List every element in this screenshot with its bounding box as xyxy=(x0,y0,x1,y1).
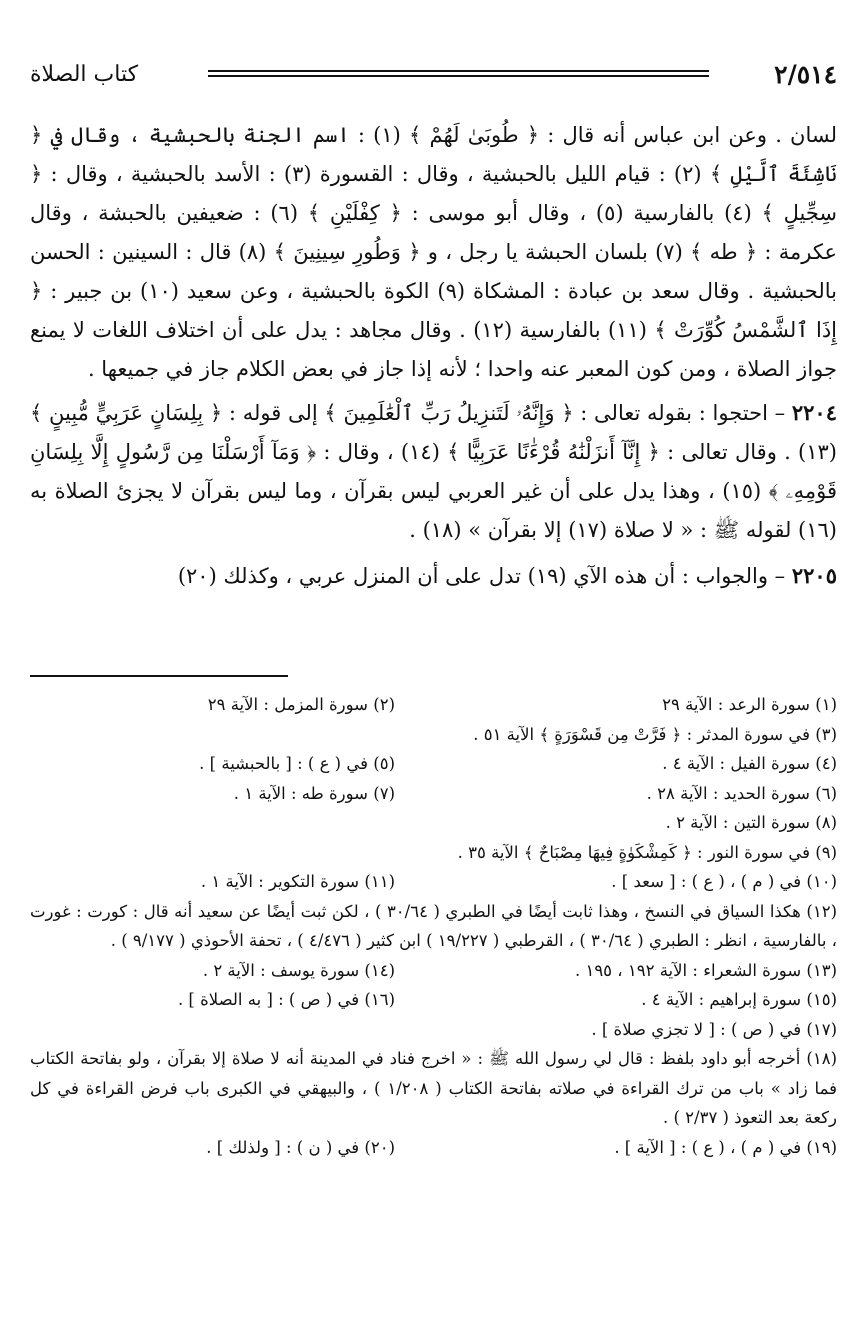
footnote-row xyxy=(30,779,837,809)
paragraph-2205-text: – والجواب : أن هذه الآي (١٩) تدل على أن المنزل عربي ، وكذلك (٢٠) xyxy=(177,564,786,588)
page-header xyxy=(30,58,837,92)
footnote-18: (١٨) أخرجه أبو داود بلفظ : قال لي رسول الله ﷺ : « اخرج فناد في المدينة أنه لا صلاة إلا بقرآن ، ولو بفاتحة الكتاب فما زاد » باب من ترك القراءة في صلاته بفاتحة الكتاب ( ١/٢٠٨ ) ، والبيهقي في الكبرى باب فرض القراءة في كل ركعة بعد التعوذ ( ٢/٣٧ ) . xyxy=(30,1049,837,1127)
footnote-17: (١٧) في ( ص ) : [ لا تجزي صلاة ] . xyxy=(591,1019,837,1039)
footnote-8: (٨) سورة التين : الآية ٢ . xyxy=(665,813,837,832)
footnotes xyxy=(30,690,837,1162)
footnote-20: (٢٠) في ( ن ) : [ ولذلك ] . xyxy=(206,1137,395,1157)
footnote-12: (١٢) هكذا السياق في النسخ ، وهذا ثابت أيضًا في الطبري ( ٣٠/٦٤ ) ، لكن ثبت أيضًا عن سعيد أنه قال : كورت : غورت ، بالفارسية ، انظر : الطبري ( ٣٠/٦٤ ) ، القرطبي ( ١٩/٢٢٧ ) ابن كثير ( ٤/٤٧٦ ) ، تحفة الأحوذي ( ٩/١٧٧ ) . xyxy=(30,901,838,950)
footnote-13: (١٣) سورة الشعراء : الآية ١٩٢ ، ١٩٥ . xyxy=(574,960,837,980)
footnote-row xyxy=(30,749,837,779)
footnote-2: (٢) سورة المزمل : الآية ٢٩ xyxy=(207,695,395,714)
footnote-row xyxy=(30,690,837,720)
footnote-4: (٤) سورة الفيل : الآية ٤ . xyxy=(662,754,837,773)
footnote-3: (٣) في سورة المدثر : ﴿ فَرَّتْ مِن قَسْوَرَةٍ ﴾ الآية ٥١ . xyxy=(473,724,837,744)
footnote-1: (١) سورة الرعد : الآية ٢٩ xyxy=(662,695,837,714)
paragraph-1: لسان . وعن ابن عباس أنه قال : ﴿ طُوبَىٰ لَهُمْ ﴾ (١) : اسم الجنة بالحبشية ، وقال في ﴿ نَاشِئَةَ ٱلَّيْلِ ﴾ (٢) : قيام الليل بالحبشية ، وقال : القسورة (٣) : الأسد بالحبشية ، وقال : ﴿ سِجِّيلٍ ﴾ (٤) بالفارسية (٥) ، وقال أبو موسى : ﴿ كِفْلَيْنِ ﴾ (٦) : ضعيفين بالحبشة ، وقال عكرمة : ﴿ طه ﴾ (٧) بلسان الحبشة يا رجل ، و ﴿ وَطُورِ سِينِينَ ﴾ (٨) قال : السينين : الحسن بالحبشية . وقال سعد بن عبادة : المشكاة (٩) الكوة بالحبشية ، وعن سعيد (١٠) بن جبير : ﴿ إِذَا ٱلشَّمْسُ كُوِّرَتْ ﴾ (١١) بالفارسية (١٢) . وقال مجاهد : يدل على أن اختلاف اللغات لا يمنع جواز الصلاة ، ومن كون المعبر عنه واحدا ؛ لأنه إذا جاز في بعض الكلام جاز في جميعها . xyxy=(30,123,838,381)
main-text xyxy=(30,116,837,596)
paragraph-2204-text: – احتجوا : بقوله تعالى : ﴿ وَإِنَّهُۥ لَتَنزِيلُ رَبِّ ٱلْعَٰلَمِينَ ﴾ إلى قوله : ﴿ بِلِسَانٍ عَرَبِيٍّ مُّبِينٍ ﴾ (١٣) . وقال تعالى : ﴿ إِنَّآ أَنزَلْنَٰهُ قُرْءَٰنًا عَرَبِيًّا ﴾ (١٤) ، وقال : ﴿ وَمَآ أَرْسَلْنَا مِن رَّسُولٍ إِلَّا بِلِسَانِ قَوْمِهِۦ ﴾ (١٥) ، وهذا يدل على أن غير العربي ليس بقرآن ، وما ليس بقرآن لا يجزئ الصلاة به (١٦) لقوله ﷺ : « لا صلاة (١٧) إلا بقرآن » (١٨) . xyxy=(30,401,837,542)
footnote-row xyxy=(30,956,837,986)
footnote-10: (١٠) في ( م ) ، ( ع ) : [ سعد ] . xyxy=(611,872,837,891)
footnote-14: (١٤) سورة يوسف : الآية ٢ . xyxy=(202,960,395,980)
footnote-15: (١٥) سورة إبراهيم : الآية ٤ . xyxy=(641,990,837,1009)
paragraph-2205 xyxy=(30,556,837,596)
book-title: كتاب الصلاة xyxy=(30,62,139,87)
header-rule xyxy=(208,70,709,77)
footnote-7: (٧) سورة طه : الآية ١ . xyxy=(233,783,395,803)
footnote-separator xyxy=(30,675,288,677)
footnote-9: (٩) في سورة النور : ﴿ كَمِشْكَوٰةٍ فِيهَا مِصْبَاحٌ ﴾ الآية ٣٥ . xyxy=(457,842,837,862)
footnote-row xyxy=(30,867,837,897)
footnote-19: (١٩) في ( م ) ، ( ع ) : [ الآية ] . xyxy=(614,1137,837,1157)
footnote-16: (١٦) في ( ص ) : [ به الصلاة ] . xyxy=(177,990,395,1009)
paragraph-2204 xyxy=(30,393,837,550)
paragraph-number-2204: ٢٢٠٤ xyxy=(791,400,837,425)
footnote-row xyxy=(30,1133,837,1163)
paragraph-number-2205: ٢٢٠٥ xyxy=(791,563,837,588)
footnote-6: (٦) سورة الحديد : الآية ٢٨ . xyxy=(646,783,837,803)
page-number: ٢/٥١٤ xyxy=(774,60,837,89)
footnote-11: (١١) سورة التكوير : الآية ١ . xyxy=(200,872,395,891)
footnote-5: (٥) في ( ع ) : [ بالحبشية ] . xyxy=(199,754,395,773)
footnote-row xyxy=(30,985,837,1015)
